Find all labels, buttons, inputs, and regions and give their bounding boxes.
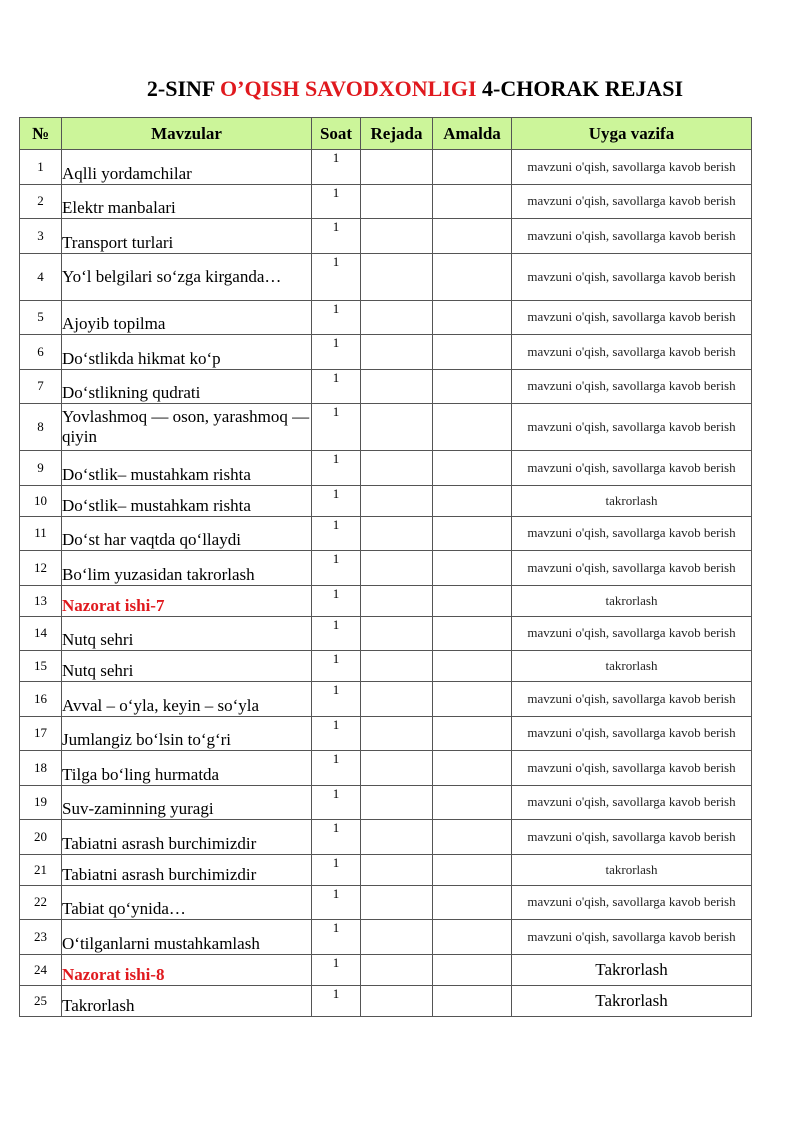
row-homework: takrorlash: [512, 585, 752, 616]
table-row: [20, 682, 752, 717]
table-row: [20, 219, 752, 254]
row-hours: 1: [312, 885, 361, 920]
row-topic: Avval – o‘yla, keyin – so‘yla: [62, 682, 312, 717]
row-planned: [361, 150, 433, 185]
row-topic: Do‘stlikning qudrati: [62, 369, 312, 404]
row-number: 6: [20, 335, 62, 370]
row-homework: mavzuni o'qish, savollarga kavob berish: [512, 404, 752, 451]
row-number: 16: [20, 682, 62, 717]
table-row: [20, 485, 752, 516]
row-actual: [433, 651, 512, 682]
row-homework: mavzuni o'qish, savollarga kavob berish: [512, 253, 752, 300]
row-planned: [361, 551, 433, 586]
row-hours: 1: [312, 551, 361, 586]
row-homework: mavzuni o'qish, savollarga kavob berish: [512, 451, 752, 486]
row-planned: [361, 585, 433, 616]
row-topic: Nazorat ishi-7: [62, 585, 312, 616]
row-hours: 1: [312, 219, 361, 254]
row-actual: [433, 551, 512, 586]
header-hours: Soat: [312, 118, 361, 150]
row-topic: Takrorlash: [62, 985, 312, 1016]
header-homework: Uyga vazifa: [512, 118, 752, 150]
row-planned: [361, 404, 433, 451]
table-row: [20, 785, 752, 820]
table-row: [20, 369, 752, 404]
row-hours: 1: [312, 751, 361, 786]
row-homework: mavzuni o'qish, savollarga kavob berish: [512, 516, 752, 551]
row-hours: 1: [312, 404, 361, 451]
row-planned: [361, 184, 433, 219]
row-planned: [361, 335, 433, 370]
row-topic: Do‘st har vaqtda qo‘llaydi: [62, 516, 312, 551]
row-actual: [433, 885, 512, 920]
row-hours: 1: [312, 616, 361, 651]
row-number: 1: [20, 150, 62, 185]
row-topic: Do‘stlik– mustahkam rishta: [62, 451, 312, 486]
row-homework: mavzuni o'qish, savollarga kavob berish: [512, 785, 752, 820]
row-number: 20: [20, 820, 62, 855]
row-topic: Nutq sehri: [62, 616, 312, 651]
row-actual: [433, 682, 512, 717]
row-planned: [361, 300, 433, 335]
row-actual: [433, 785, 512, 820]
table-row: [20, 404, 752, 451]
row-number: 14: [20, 616, 62, 651]
row-homework: mavzuni o'qish, savollarga kavob berish: [512, 184, 752, 219]
row-topic: O‘tilganlarni mustahkamlash: [62, 920, 312, 955]
table-row: [20, 751, 752, 786]
row-hours: 1: [312, 451, 361, 486]
row-planned: [361, 751, 433, 786]
row-homework: takrorlash: [512, 651, 752, 682]
row-actual: [433, 985, 512, 1016]
row-homework: mavzuni o'qish, savollarga kavob berish: [512, 920, 752, 955]
row-hours: 1: [312, 369, 361, 404]
row-homework: mavzuni o'qish, savollarga kavob berish: [512, 335, 752, 370]
row-topic: Bo‘lim yuzasidan takrorlash: [62, 551, 312, 586]
table-row: [20, 616, 752, 651]
row-homework: mavzuni o'qish, savollarga kavob berish: [512, 885, 752, 920]
table-row: [20, 585, 752, 616]
row-topic: Jumlangiz bo‘lsin to‘g‘ri: [62, 716, 312, 751]
row-actual: [433, 404, 512, 451]
page-title: [0, 76, 800, 102]
row-number: 23: [20, 920, 62, 955]
row-hours: 1: [312, 184, 361, 219]
row-topic: Nazorat ishi-8: [62, 954, 312, 985]
row-homework: mavzuni o'qish, savollarga kavob berish: [512, 551, 752, 586]
row-hours: 1: [312, 854, 361, 885]
header-number: №: [20, 118, 62, 150]
row-actual: [433, 820, 512, 855]
row-planned: [361, 716, 433, 751]
row-planned: [361, 485, 433, 516]
table-row: [20, 716, 752, 751]
row-hours: 1: [312, 585, 361, 616]
row-actual: [433, 253, 512, 300]
row-topic: Nutq sehri: [62, 651, 312, 682]
row-homework: mavzuni o'qish, savollarga kavob berish: [512, 682, 752, 717]
row-homework: takrorlash: [512, 854, 752, 885]
row-number: 2: [20, 184, 62, 219]
row-homework: mavzuni o'qish, savollarga kavob berish: [512, 219, 752, 254]
row-number: 4: [20, 253, 62, 300]
table-row: [20, 300, 752, 335]
row-number: 9: [20, 451, 62, 486]
row-hours: 1: [312, 150, 361, 185]
row-planned: [361, 885, 433, 920]
row-homework: mavzuni o'qish, savollarga kavob berish: [512, 369, 752, 404]
row-actual: [433, 335, 512, 370]
table-row: [20, 954, 752, 985]
row-homework: mavzuni o'qish, savollarga kavob berish: [512, 616, 752, 651]
row-actual: [433, 616, 512, 651]
row-number: 13: [20, 585, 62, 616]
row-hours: 1: [312, 300, 361, 335]
row-actual: [433, 920, 512, 955]
row-hours: 1: [312, 985, 361, 1016]
row-hours: 1: [312, 335, 361, 370]
row-number: 8: [20, 404, 62, 451]
table-row: [20, 451, 752, 486]
row-actual: [433, 451, 512, 486]
row-homework: mavzuni o'qish, savollarga kavob berish: [512, 820, 752, 855]
row-topic: Tabiat qo‘ynida…: [62, 885, 312, 920]
row-number: 19: [20, 785, 62, 820]
row-actual: [433, 300, 512, 335]
row-homework: mavzuni o'qish, savollarga kavob berish: [512, 150, 752, 185]
row-hours: 1: [312, 485, 361, 516]
row-planned: [361, 651, 433, 682]
row-planned: [361, 682, 433, 717]
row-number: 24: [20, 954, 62, 985]
row-actual: [433, 485, 512, 516]
table-header-row: [20, 118, 752, 150]
table-row: [20, 335, 752, 370]
table-row: [20, 516, 752, 551]
row-number: 25: [20, 985, 62, 1016]
row-hours: 1: [312, 920, 361, 955]
row-number: 12: [20, 551, 62, 586]
row-number: 7: [20, 369, 62, 404]
row-hours: 1: [312, 820, 361, 855]
row-planned: [361, 253, 433, 300]
table-row: [20, 651, 752, 682]
row-homework: mavzuni o'qish, savollarga kavob berish: [512, 751, 752, 786]
row-topic: Yo‘l belgilari so‘zga kirganda…: [62, 253, 312, 300]
header-actual: Amalda: [433, 118, 512, 150]
row-homework: mavzuni o'qish, savollarga kavob berish: [512, 300, 752, 335]
row-homework: Takrorlash: [512, 985, 752, 1016]
row-planned: [361, 616, 433, 651]
row-number: 18: [20, 751, 62, 786]
row-number: 5: [20, 300, 62, 335]
row-planned: [361, 785, 433, 820]
row-topic: Do‘stlik– mustahkam rishta: [62, 485, 312, 516]
row-actual: [433, 954, 512, 985]
row-actual: [433, 585, 512, 616]
table-row: [20, 885, 752, 920]
title-subject: O’QISH SAVODXONLIGI: [220, 76, 477, 101]
table-row: [20, 920, 752, 955]
row-number: 10: [20, 485, 62, 516]
row-hours: 1: [312, 716, 361, 751]
row-homework: mavzuni o'qish, savollarga kavob berish: [512, 716, 752, 751]
table-row: [20, 820, 752, 855]
row-hours: 1: [312, 785, 361, 820]
row-topic: Elektr manbalari: [62, 184, 312, 219]
row-hours: 1: [312, 954, 361, 985]
row-number: 17: [20, 716, 62, 751]
row-actual: [433, 150, 512, 185]
row-homework: takrorlash: [512, 485, 752, 516]
row-topic: Aqlli yordamchilar: [62, 150, 312, 185]
row-planned: [361, 369, 433, 404]
table-row: [20, 184, 752, 219]
row-hours: 1: [312, 516, 361, 551]
row-actual: [433, 369, 512, 404]
table-row: [20, 551, 752, 586]
row-topic: Transport turlari: [62, 219, 312, 254]
row-planned: [361, 954, 433, 985]
row-number: 3: [20, 219, 62, 254]
row-hours: 1: [312, 253, 361, 300]
row-number: 21: [20, 854, 62, 885]
row-number: 11: [20, 516, 62, 551]
lesson-plan-table: [19, 117, 752, 1017]
table-row: [20, 985, 752, 1016]
row-actual: [433, 516, 512, 551]
row-number: 22: [20, 885, 62, 920]
row-planned: [361, 854, 433, 885]
row-topic: Suv-zaminning yuragi: [62, 785, 312, 820]
row-planned: [361, 820, 433, 855]
row-actual: [433, 219, 512, 254]
row-topic: Do‘stlikda hikmat ko‘p: [62, 335, 312, 370]
row-actual: [433, 854, 512, 885]
row-planned: [361, 219, 433, 254]
header-planned: Rejada: [361, 118, 433, 150]
row-planned: [361, 920, 433, 955]
row-actual: [433, 716, 512, 751]
row-homework: Takrorlash: [512, 954, 752, 985]
table-row: [20, 854, 752, 885]
row-planned: [361, 451, 433, 486]
row-topic: Ajoyib topilma: [62, 300, 312, 335]
header-topics: Mavzular: [62, 118, 312, 150]
row-topic: Tabiatni asrash burchimizdir: [62, 820, 312, 855]
title-grade: 2-SINF: [146, 76, 221, 101]
table-row: [20, 253, 752, 300]
title-quarter: 4-CHORAK REJASI: [476, 76, 684, 101]
row-hours: 1: [312, 651, 361, 682]
row-number: 15: [20, 651, 62, 682]
row-actual: [433, 751, 512, 786]
row-actual: [433, 184, 512, 219]
row-planned: [361, 516, 433, 551]
row-hours: 1: [312, 682, 361, 717]
row-topic: Yovlashmoq — oson, yarashmoq — qiyin: [62, 404, 312, 451]
row-planned: [361, 985, 433, 1016]
row-topic: Tilga bo‘ling hurmatda: [62, 751, 312, 786]
row-topic: Tabiatni asrash burchimizdir: [62, 854, 312, 885]
table-row: [20, 150, 752, 185]
